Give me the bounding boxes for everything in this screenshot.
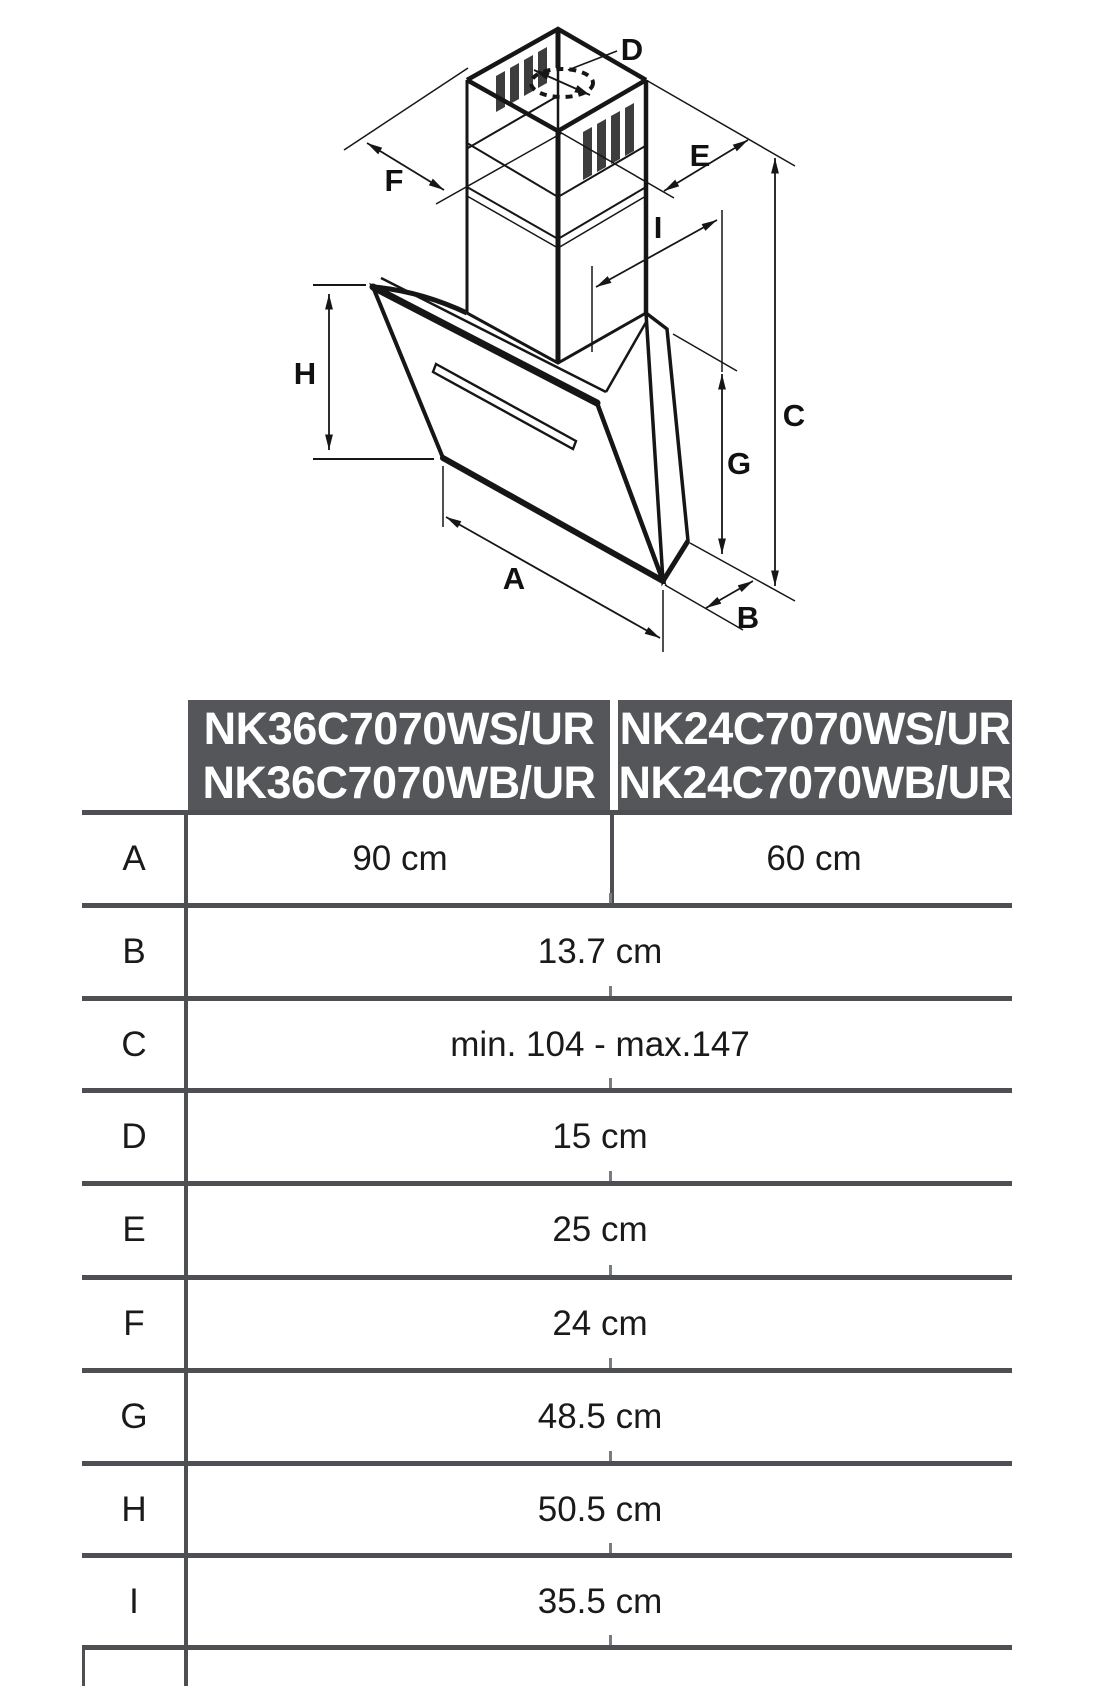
hood-body (373, 278, 688, 581)
value-i: 35.5 cm (537, 1581, 663, 1621)
model-name: NK36C7070WS/UR (203, 703, 595, 754)
dimension-lines (313, 51, 795, 652)
glass-front-panel (373, 287, 663, 581)
row-label-i: I (129, 1581, 139, 1621)
dim-label-c: C (782, 398, 806, 433)
row-label-c: C (121, 1024, 147, 1064)
value-c: min. 104 - max.147 (450, 1024, 750, 1064)
header-cell-36in-models (188, 700, 610, 812)
right-side-cheek (646, 313, 688, 581)
value-a-90cm: 90 cm (352, 838, 448, 878)
value-g: 48.5 cm (537, 1396, 663, 1436)
left-border-stub (82, 1645, 85, 1686)
dim-label-i: I (653, 210, 663, 245)
row-label-a: A (122, 838, 146, 878)
dim-label-g: G (726, 446, 752, 481)
value-h: 50.5 cm (537, 1489, 663, 1529)
value-f: 24 cm (552, 1303, 648, 1343)
model-name: NK36C7070WB/UR (202, 757, 596, 808)
row-label-e: E (122, 1209, 146, 1249)
left-vent-grille (468, 47, 556, 148)
dimension-letters (294, 32, 805, 635)
row-label-b: B (122, 931, 146, 971)
value-e: 25 cm (552, 1209, 648, 1249)
hood-isometric-drawing (0, 0, 1114, 700)
model-name: NK24C7070WB/UR (618, 757, 1012, 808)
row-label-h: H (121, 1489, 147, 1529)
header-cell-24in-models (618, 700, 1012, 812)
hood-dimension-diagram (0, 0, 1114, 700)
dim-label-d: D (620, 32, 644, 67)
value-a-60cm: 60 cm (766, 838, 862, 878)
row-label-g: G (120, 1396, 148, 1436)
dim-label-b: B (736, 600, 760, 635)
dim-label-f: F (384, 163, 404, 198)
model-name: NK24C7070WS/UR (619, 703, 1011, 754)
value-d: 15 cm (552, 1116, 648, 1156)
value-b: 13.7 cm (537, 931, 663, 971)
dim-label-e: E (689, 138, 711, 173)
row-label-d: D (121, 1116, 147, 1156)
row-label-f: F (123, 1303, 145, 1343)
chimney-duct (467, 29, 647, 363)
dim-label-a: A (502, 561, 526, 596)
dim-label-h: H (293, 356, 317, 391)
